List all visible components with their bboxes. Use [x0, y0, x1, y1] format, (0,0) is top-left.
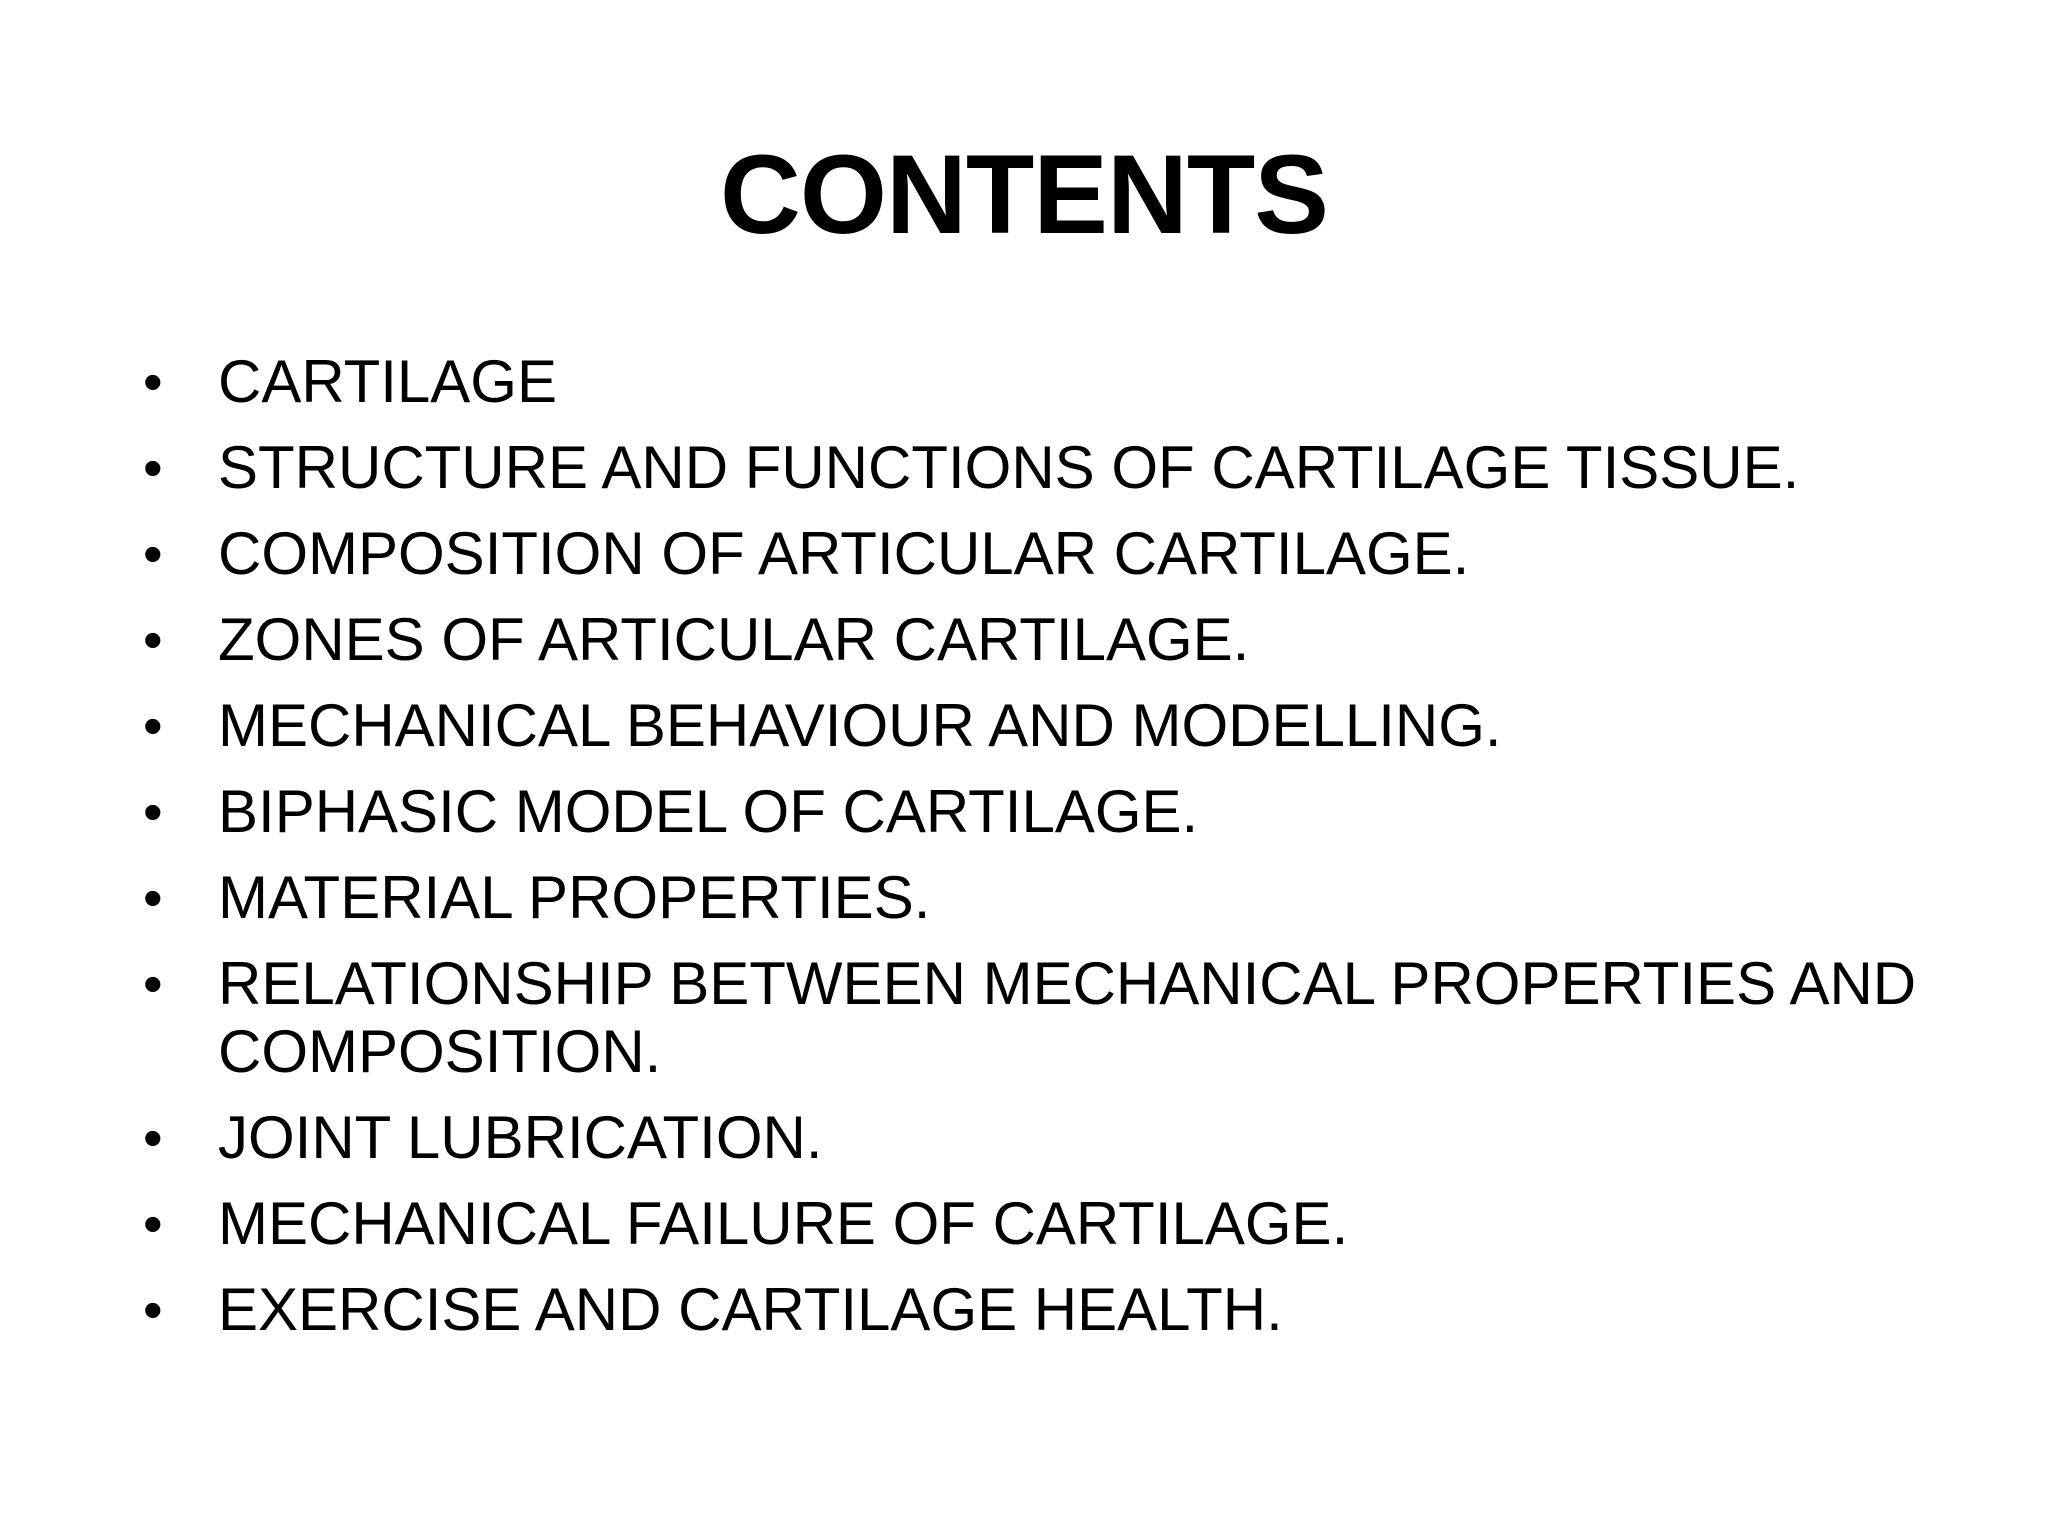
list-item-text: MATERIAL PROPERTIES.	[218, 864, 931, 931]
list-item	[0, 864, 2048, 932]
bullet-icon: •	[143, 608, 163, 671]
list-item-text: CARTILAGE	[218, 348, 557, 415]
list-item-text: EXERCISE AND CARTILAGE HEALTH.	[218, 1276, 1283, 1343]
list-item	[0, 434, 2048, 502]
bullet-icon: •	[143, 952, 163, 1015]
list-item	[0, 1104, 2048, 1172]
list-item	[0, 520, 2048, 588]
list-item	[0, 348, 2048, 416]
list-item	[0, 692, 2048, 760]
slide-title: CONTENTS	[720, 132, 1328, 257]
bullet-icon: •	[143, 522, 163, 585]
list-item-text: ZONES OF ARTICULAR CARTILAGE.	[218, 606, 1250, 673]
list-item	[0, 1276, 2048, 1344]
list-item-text: BIPHASIC MODEL OF CARTILAGE.	[218, 778, 1199, 845]
bullet-icon: •	[143, 694, 163, 757]
list-item-text: MECHANICAL BEHAVIOUR AND MODELLING.	[218, 692, 1502, 759]
list-item-text: JOINT LUBRICATION.	[218, 1104, 823, 1171]
bullet-icon: •	[143, 780, 163, 843]
list-item-text: STRUCTURE AND FUNCTIONS OF CARTILAGE TISSUE.	[218, 434, 1800, 501]
list-item	[0, 778, 2048, 846]
bullet-icon: •	[143, 350, 163, 413]
bullet-icon: •	[143, 866, 163, 929]
bullet-icon: •	[143, 1106, 163, 1169]
bullet-icon: •	[143, 1278, 163, 1341]
list-item	[0, 606, 2048, 674]
bullet-icon: •	[143, 1192, 163, 1255]
list-item	[0, 1190, 2048, 1258]
list-item-text: COMPOSITION OF ARTICULAR CARTILAGE.	[218, 520, 1470, 587]
list-item	[0, 950, 2048, 1086]
contents-list	[0, 348, 2048, 1362]
list-item-text: RELATIONSHIP BETWEEN MECHANICAL PROPERTIES AND COMPOSITION.	[218, 950, 1917, 1085]
list-item-text: MECHANICAL FAILURE OF CARTILAGE.	[218, 1190, 1349, 1257]
bullet-icon: •	[143, 436, 163, 499]
